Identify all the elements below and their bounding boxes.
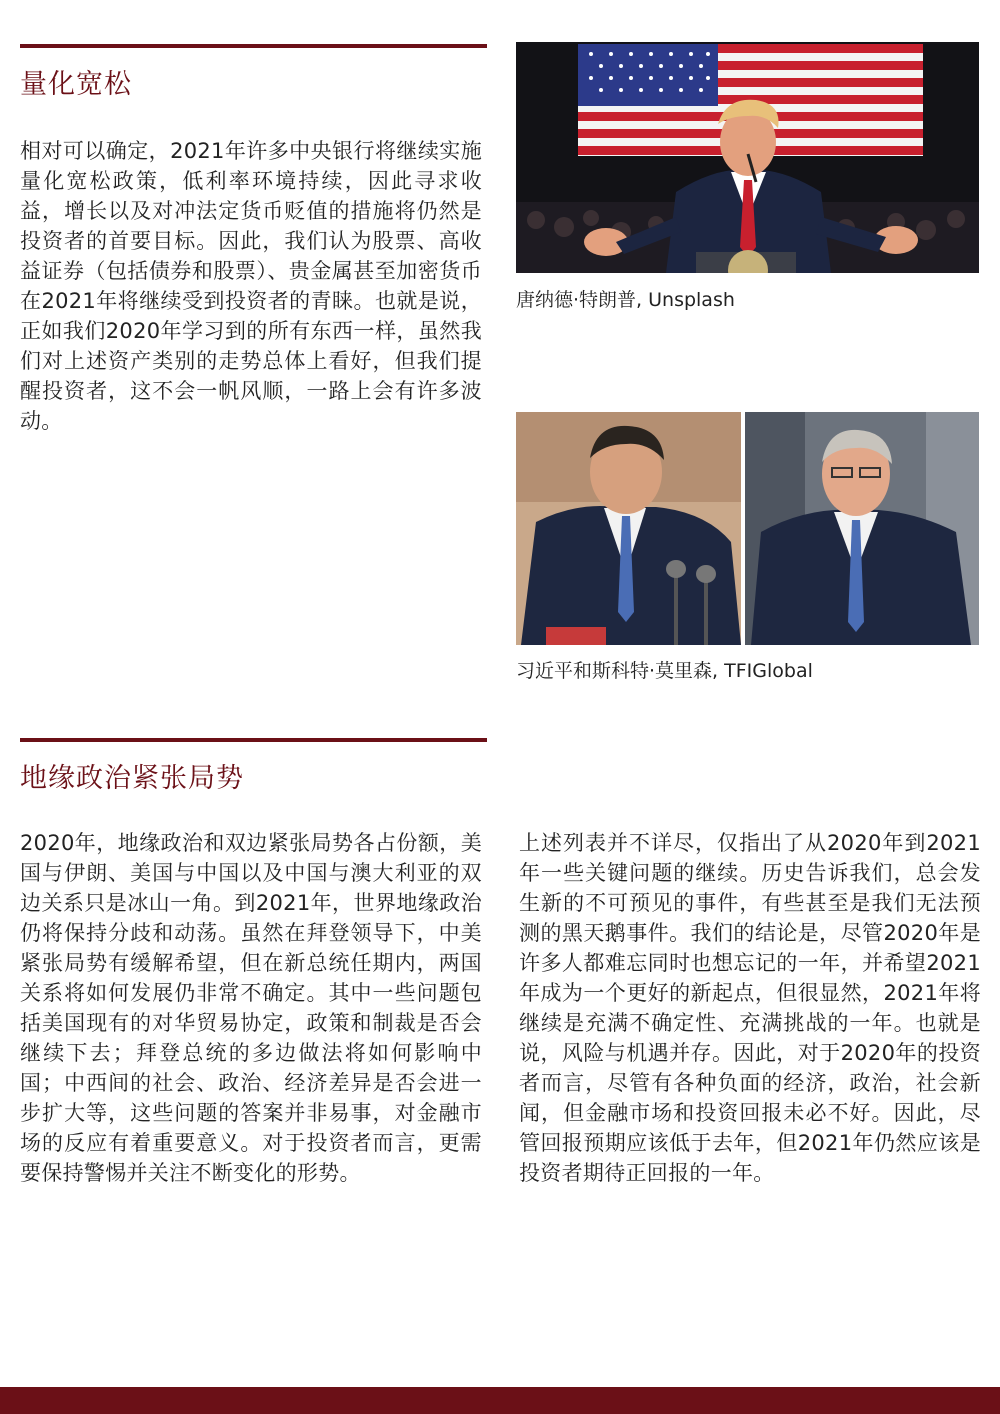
xi-morrison-photo-caption: 习近平和斯科特·莫里森, TFIGlobal [516,660,813,682]
section2-rule [20,738,487,742]
section2-body-left: 2020年，地缘政治和双边紧张局势各占份额，美国与伊朗、美国与中国以及中国与澳大利亚的双边关系只是冰山一角。到2021年，世界地缘政治仍将保持分歧和动荡。虽然在拜登领导下，中美紧张局势有缓解希望，但在新总统任期内，两国关系将如何发展仍非常不确定。其中一些问题包括美国现有的对华贸易协定，政策和制裁是否会继续下去；拜登总统的多边做法将如何影响中国；中西间的社会、政治、经济差异是否会进一步扩大等，这些问题的答案并非易事，对金融市场的反应有着重要意义。对于投资者而言，更需要保持警惕并关注不断变化的形势。 [20,831,482,1185]
trump-photo-image [516,42,979,273]
xi-morrison-photo [516,412,979,645]
section2-body-right: 上述列表并不详尽，仅指出了从2020年到2021年一些关键问题的继续。历史告诉我们，总会发生新的不可预见的事件，有些甚至是我们无法预测的黑天鹅事件。我们的结论是，尽管2020年是许多人都难忘同时也想忘记的一年，并希望2021年成为一个更好的新起点，但很显然，2021年将继续是充满不确定性、充满挑战的一年。也就是说，风险与机遇并存。因此，对于2020年的投资者而言，尽管有各种负面的经济，政治，社会新闻，但金融市场和投资回报未必不好。因此，尽管回报预期应该低于去年，但2021年仍然应该是投资者期待正回报的一年。 [519,831,981,1185]
section1-body: 相对可以确定，2021年许多中央银行将继续实施量化宽松政策，低利率环境持续，因此寻求收益，增长以及对冲法定货币贬值的措施将仍然是投资者的首要目标。因此，我们认为股票、高收益证券（包括债券和股票）、贵金属甚至加密货币在2021年将继续受到投资者的青睐。也就是说，正如我们2020年学习到的所有东西一样，虽然我们对上述资产类别的走势总体上看好，但我们提醒投资者，这不会一帆风顺，一路上会有许多波动。 [20,139,482,433]
section1-rule [20,44,487,48]
trump-photo [516,42,979,273]
footer-bar [0,1387,1000,1414]
xi-morrison-photo-image [516,412,979,645]
section1-heading: 量化宽松 [20,69,132,100]
trump-photo-caption: 唐纳德·特朗普, Unsplash [516,289,735,311]
section2-heading: 地缘政治紧张局势 [20,763,244,794]
